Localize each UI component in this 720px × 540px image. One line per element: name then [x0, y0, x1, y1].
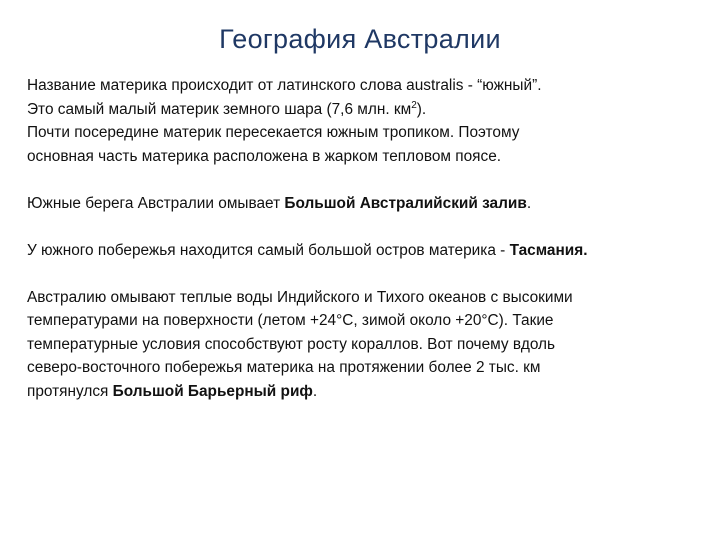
text-segment: У южного побережья находится самый большой остров материка - [27, 241, 510, 259]
text-segment: . [526, 194, 532, 212]
text-line: Почти посередине материк пересекается южным тропиком. Поэтому [27, 124, 520, 141]
text-segment: протянулся [27, 382, 113, 400]
slide-body [27, 74, 707, 403]
paragraph-reef [27, 286, 707, 404]
text-line: температурами на поверхности (летом +24°С, зимой около +20°С). Такие [27, 312, 554, 329]
text-line: Название материка происходит от латинского слова australis - “южный”. [27, 77, 542, 94]
text-segment: Южные берега Австралии омывает [27, 194, 285, 212]
text-segment: Это самый малый материк земного шара (7,6 млн. км [27, 100, 412, 118]
bold-term: Тасмания. [509, 241, 588, 259]
text-line: температурные условия способствуют росту кораллов. Вот почему вдоль [27, 335, 556, 353]
text-line: Австралию омывают теплые воды Индийского и Тихого океанов с высокими [27, 288, 573, 306]
text-line [27, 239, 707, 263]
text-line: основная часть материка расположена в жарком тепловом поясе. [27, 147, 502, 165]
text-line [27, 98, 707, 122]
text-segment: ). [416, 100, 427, 118]
text-segment: . [312, 382, 318, 400]
bold-term: Большой Австралийский залив [284, 194, 527, 212]
bold-term: Большой Барьерный риф [112, 382, 313, 400]
paragraph-tasmania [27, 239, 707, 263]
slide-title: География Австралии [219, 24, 501, 54]
text-line: северо-восточного побережья материка на протяжении более 2 тыс. км [27, 359, 541, 376]
superscript: 2 [411, 99, 417, 111]
text-line [27, 380, 707, 404]
paragraph-gulf [27, 192, 707, 216]
text-line [27, 192, 707, 216]
paragraph-name-origin [27, 74, 707, 168]
